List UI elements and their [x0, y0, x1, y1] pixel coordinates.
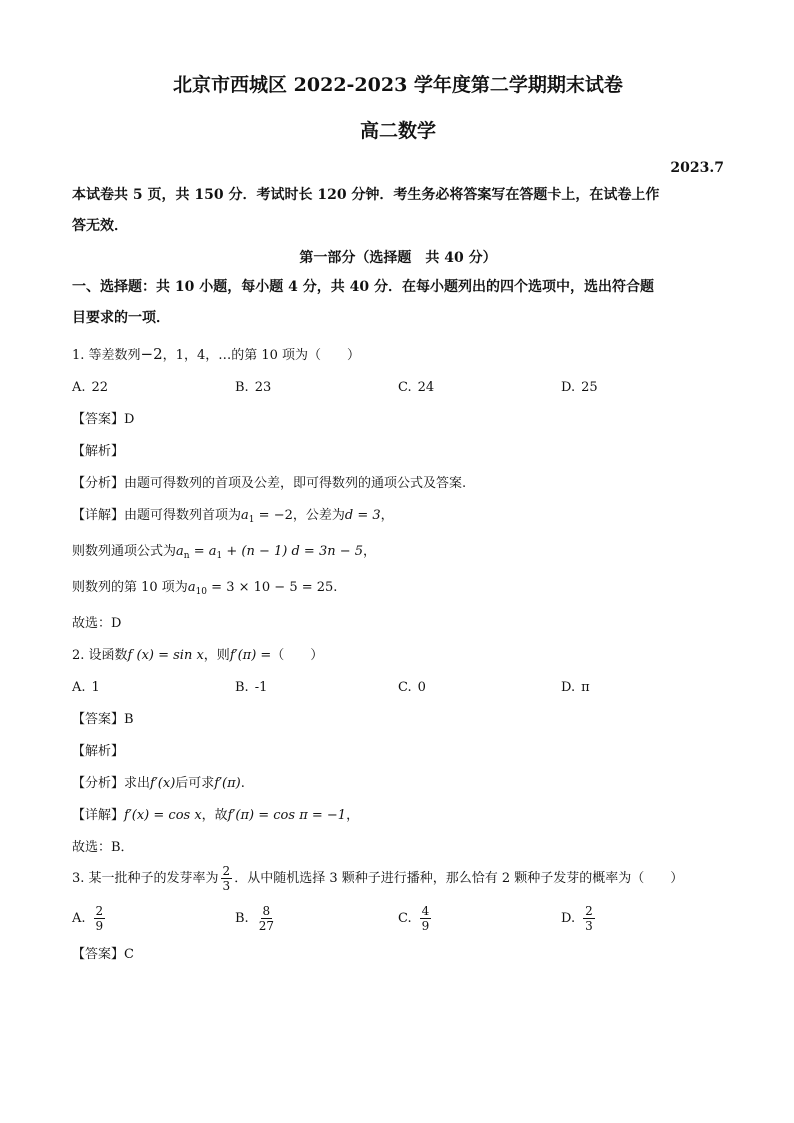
exam-intro: [72, 180, 724, 242]
q2-answer: 【答案】B: [72, 712, 134, 727]
q2-option-c[interactable]: C. 0: [398, 680, 426, 695]
exam-title: 北京市西城区 2022-2023 学年度第二学期期末试卷: [173, 74, 623, 96]
q3-option-a[interactable]: A. $\frac{2}{9}$: [72, 904, 104, 933]
section-line-1: 一、选择题：共 10 小题，每小题 4 分，共 40 分．在每小题列出的四个选项中，选出符合题: [72, 279, 654, 295]
q3-option-d[interactable]: D. $\frac{2}{3}$: [561, 904, 593, 933]
q1-stem: 1. 等差数列−2，1，4，…的第 10 项为（ ）: [72, 345, 361, 363]
q1-analysis-tag: 【解析】: [72, 444, 125, 459]
intro-line-1: 本试卷共 5 页，共 150 分．考试时长 120 分钟．考生务必将答案写在答题卡上，在试卷上作: [72, 187, 660, 203]
q3-option-b[interactable]: B. $\frac{8}{27}$: [235, 904, 274, 933]
q1-option-c[interactable]: C. 24: [398, 380, 435, 395]
section-heading: [72, 272, 724, 334]
q1-answer: 【答案】D: [72, 412, 135, 427]
q1-option-d[interactable]: D. 25: [561, 380, 598, 395]
q3-stem: 3. 某一批种子的发芽率为 $\frac{2}{3}$ ．从中随机选择 3 颗种子进行播种，那么恰有 2 颗种子发芽的概率为（ ）: [72, 864, 684, 893]
q2-option-a[interactable]: A. 1: [72, 680, 100, 695]
q2-options: [72, 678, 724, 698]
part-heading: [72, 246, 724, 270]
q2-stem: 2. 设函数f (x) = sin x，则f′(π) =（ ）: [72, 648, 324, 663]
part-heading-right: 共 40 分）: [425, 250, 497, 266]
q1-option-a[interactable]: A. 22: [72, 380, 109, 395]
q3-option-c[interactable]: C. $\frac{4}{9}$: [398, 904, 430, 933]
q1-choose: 故选：D: [72, 616, 122, 631]
q2-detail: 【详解】f′(x) = cos x，故f′(π) = cos π = −1，: [72, 808, 360, 823]
q1-detail: 【详解】由题可得数列首项为$a_1 = -2$，公差为d = 3，: [72, 508, 394, 525]
q2-choose: 故选：B．: [72, 840, 134, 855]
q1-options: [72, 378, 724, 398]
q3-answer: 【答案】C: [72, 947, 134, 962]
q1-fenxi: 【分析】由题可得数列的首项及公差，即可得数列的通项公式及答案.: [72, 476, 467, 491]
q1-tenth-term: 则数列的第 10 项为$a_{10} = 3 \times 10 - 5 = 25$.: [72, 580, 338, 597]
q2-fenxi: 【分析】求出f′(x)后可求f′(π).: [72, 776, 245, 791]
section-line-2: 目要求的一项．: [72, 310, 170, 326]
q2-option-b[interactable]: B. -1: [235, 680, 268, 695]
part-heading-left: 第一部分（选择题: [299, 250, 412, 266]
exam-date: 2023.7: [670, 160, 724, 176]
exam-subtitle: 高二数学: [359, 120, 436, 142]
q2-option-d[interactable]: D. π: [561, 680, 590, 695]
q2-analysis-tag: 【解析】: [72, 744, 125, 759]
q3-rate-fraction: $\frac{2}{3}$: [222, 864, 231, 893]
q1-general-term: 则数列通项公式为$a_n = a_1 + (n - 1) d = 3n - 5$，: [72, 544, 377, 561]
exam-page: [72, 70, 724, 965]
q3-options: [72, 901, 724, 937]
q1-option-b[interactable]: B. 23: [235, 380, 272, 395]
intro-line-2: 答无效．: [72, 218, 128, 234]
